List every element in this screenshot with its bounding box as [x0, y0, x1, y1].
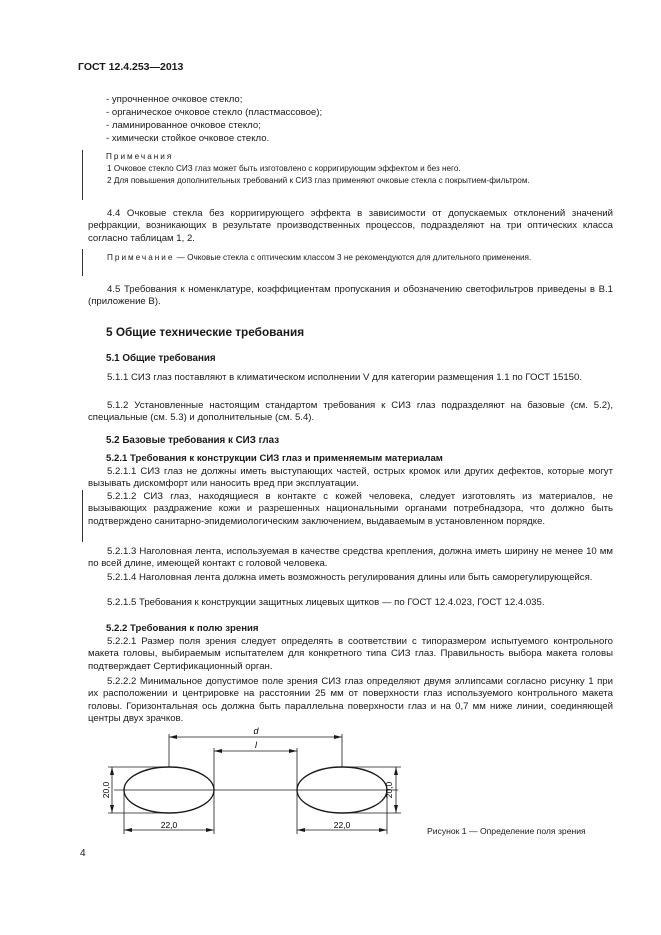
- section-5-2-2-title: 5.2.2 Требования к полю зрения: [106, 623, 259, 634]
- section-5-1-title: 5.1 Общие требования: [106, 353, 216, 364]
- paragraph-4-4: 4.4 Очковые стекла без корригирующего эффекта в зависимости от допускаемых отклонений значений рефракции, возникающих в результате производственных процессов, подразделяют на три оптических класса согласно таблицам 1, 2.: [88, 208, 613, 244]
- list-item: - упрочненное очковое стекло;: [106, 94, 243, 105]
- paragraph-5-2-1-1: 5.2.1.1 СИЗ глаз не должны иметь выступающих частей, острых кромок или других дефектов, которые могут вызывать дискомфорт или наносить вред при эксплуатации.: [88, 466, 613, 490]
- width-left-label: 22,0: [160, 820, 178, 830]
- paragraph-5-2-1-2: 5.2.1.2 СИЗ глаз, находящиеся в контакте с кожей человека, следует изготовлять из материалов, не вызывающих раздражение кожи и разрешенных национальными органами потребнадзора, что должно быть подтверждено санитарно-эпидемиологическим заключением, выдаваемым в установленном порядке.: [88, 491, 613, 527]
- height-left-label: 20,0: [101, 781, 111, 799]
- paragraph-5-2-2-2: 5.2.2.2 Минимальное допустимое поле зрения СИЗ глаз определяют двумя эллипсами согласно рисунку 1 при их расположении и центрировке на расстоянии 25 мм от поверхности глаз используемого контрольного макета головы. Горизонтальная ось должна быть параллельна поверхности глаз и на 0,7 мм ниже линии, соединяющей центры двух зрачков.: [88, 676, 613, 724]
- change-bar: [82, 249, 83, 276]
- notes-title: Примечания: [106, 152, 174, 161]
- section-5-2-1-title: 5.2.1 Требования к конструкции СИЗ глаз и применяемым материалам: [106, 453, 443, 464]
- document-header: ГОСТ 12.4.253—2013: [78, 61, 184, 73]
- paragraph-5-1-1: 5.1.1 СИЗ глаз поставляют в климатическом исполнении V для категории размещения 1.1 по ГОСТ 15150.: [107, 372, 582, 383]
- list-item: - химически стойкое очковое стекло.: [106, 133, 270, 144]
- note-text: — Очковые стекла с оптическим классом 3 не рекомендуются для длительного применения.: [174, 253, 532, 262]
- label-d: d: [253, 726, 259, 736]
- section-5-title: 5 Общие технические требования: [106, 325, 305, 339]
- list-item: - органическое очковое стекло (пластмассовое);: [106, 107, 323, 118]
- note-1: 1 Очковое стекло СИЗ глаз может быть изготовлено с корригирующим эффектом и без него.: [107, 164, 461, 173]
- note-label: Примечание: [107, 253, 175, 262]
- paragraph-5-2-1-5: 5.2.1.5 Требования к конструкции защитных лицевых щитков — по ГОСТ 12.4.023, ГОСТ 12.4.035.: [107, 597, 545, 608]
- paragraph-5-1-2: 5.1.2 Установленные настоящим стандартом требования к СИЗ глаз подразделяют на базовые (см. 5.2), специальные (см. 5.3) и дополнительные (см. 5.4).: [88, 400, 613, 424]
- section-5-2-title: 5.2 Базовые требования к СИЗ глаз: [106, 435, 280, 446]
- height-right-label: 20,0: [384, 781, 394, 799]
- list-item: - ламинированное очковое стекло;: [106, 120, 261, 131]
- paragraph-5-2-2-1: 5.2.2.1 Размер поля зрения следует определять в соответствии с типоразмером испытуемого контрольного макета головы, выбираемым испытателем для конкретного типа СИЗ глаз. Правильность выбора макета головы подтверждает Сертификационный орган.: [88, 636, 613, 672]
- label-l: l: [255, 740, 257, 750]
- width-right-label: 22,0: [333, 820, 351, 830]
- paragraph-4-5: 4.5 Требования к номенклатуре, коэффициентам пропускания и обозначению светофильтров приведены в В.1 (приложение В).: [88, 284, 613, 308]
- paragraph-5-2-1-3: 5.2.1.3 Наголовная лента, используемая в качестве средства крепления, должна иметь ширину не менее 10 мм по всей длине, имеющей контакт с головой человека.: [88, 546, 613, 570]
- change-bar: [82, 150, 83, 200]
- note-2: 2 Для повышения дополнительных требований к СИЗ глаз применяют очковые стекла с покрытием-фильтром.: [107, 176, 530, 185]
- figure-caption: Рисунок 1 — Определение поля зрения: [427, 826, 586, 836]
- change-bar: [82, 490, 83, 542]
- figure-1-diagram: [96, 724, 416, 842]
- note-single: [88, 252, 613, 263]
- page-number: 4: [80, 848, 86, 859]
- paragraph-5-2-1-4: 5.2.1.4 Наголовная лента должна иметь возможность регулирования длины или быть саморегулирующейся.: [107, 572, 593, 583]
